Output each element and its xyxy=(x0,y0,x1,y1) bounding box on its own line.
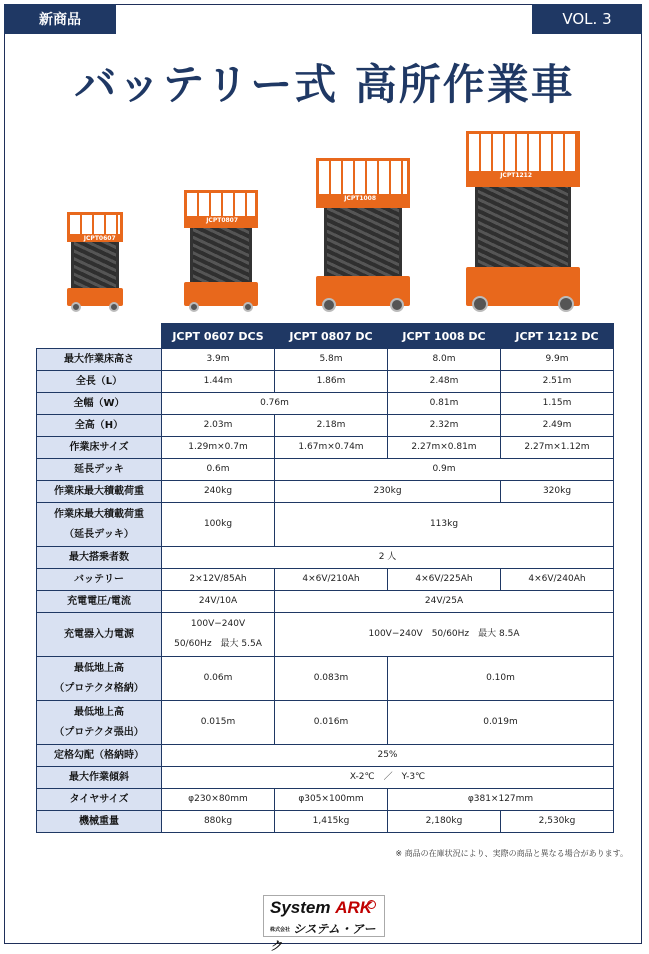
table-cell: 0.019m xyxy=(388,701,614,745)
table-row xyxy=(37,459,614,481)
table-row xyxy=(37,481,614,503)
row-label: 延長デッキ xyxy=(37,459,162,481)
table-cell: 240kg xyxy=(162,481,275,503)
row-label: 充電器入力電源 xyxy=(37,613,162,657)
company-logo xyxy=(263,895,385,953)
model-label: JCPT0807 xyxy=(206,217,239,224)
cell-line: 100V−240V xyxy=(190,619,246,630)
table-cell: 0.083m xyxy=(275,657,388,701)
row-label: 最大作業床高さ xyxy=(37,349,162,371)
table-row xyxy=(37,657,614,701)
table-cell: 2.03m xyxy=(162,415,275,437)
table-cell: 1.44m xyxy=(162,371,275,393)
row-label xyxy=(37,503,162,547)
table-cell: 2.49m xyxy=(501,415,614,437)
row-label: 作業床最大積載荷重 xyxy=(37,481,162,503)
row-label: 作業床サイズ xyxy=(37,437,162,459)
product-image-jcpt0607 xyxy=(67,212,123,312)
table-cell: 2.27m×1.12m xyxy=(501,437,614,459)
table-cell: 1.29m×0.7m xyxy=(162,437,275,459)
table-cell: 3.9m xyxy=(162,349,275,371)
table-cell: 880kg xyxy=(162,811,275,833)
table-cell: 230kg xyxy=(275,481,501,503)
table-cell: 1.15m xyxy=(501,393,614,415)
row-label: 最大搭乗者数 xyxy=(37,547,162,569)
table-cell: 2.27m×0.81m xyxy=(388,437,501,459)
table-cell: 0.016m xyxy=(275,701,388,745)
table-row xyxy=(37,745,614,767)
row-label: 最大作業傾斜 xyxy=(37,767,162,789)
table-cell: φ230×80mm xyxy=(162,789,275,811)
table-cell: 100V−240V 50/60Hz 最大 8.5A xyxy=(275,613,614,657)
table-cell: 0.6m xyxy=(162,459,275,481)
product-image-jcpt1212 xyxy=(466,131,580,312)
row-label xyxy=(37,657,162,701)
row-label-line: （プロテクタ格納） xyxy=(54,682,144,694)
page-title: バッテリー式 高所作業車 xyxy=(74,60,575,109)
table-cell: 2.18m xyxy=(275,415,388,437)
table-cell: 2×12V/85Ah xyxy=(162,569,275,591)
row-label: 全長（L） xyxy=(37,371,162,393)
row-label-line: 最低地上高 xyxy=(74,662,124,674)
row-label-line: 最低地上高 xyxy=(74,706,124,718)
spec-table xyxy=(36,323,614,833)
row-label: 充電電圧/電流 xyxy=(37,591,162,613)
model-label: JCPT1212 xyxy=(500,172,533,179)
table-cell: 113kg xyxy=(275,503,614,547)
table-cell: 24V/10A xyxy=(162,591,275,613)
table-cell: 100kg xyxy=(162,503,275,547)
product-image-jcpt1008 xyxy=(316,158,410,312)
table-cell: 0.76m xyxy=(162,393,388,415)
table-cell: 0.9m xyxy=(275,459,614,481)
table-cell: 1.67m×0.74m xyxy=(275,437,388,459)
table-cell: X-2℃ ／ Y-3℃ xyxy=(162,767,614,789)
table-row xyxy=(37,613,614,657)
table-cell: φ305×100mm xyxy=(275,789,388,811)
table-cell: 2,180kg xyxy=(388,811,501,833)
table-row xyxy=(37,371,614,393)
cell-line: 50/60Hz 最大 5.5A xyxy=(174,639,262,650)
table-row xyxy=(37,393,614,415)
table-cell: 1.86m xyxy=(275,371,388,393)
table-cell: 4×6V/210Ah xyxy=(275,569,388,591)
table-row xyxy=(37,503,614,547)
table-header-row xyxy=(37,324,614,349)
table-cell: 24V/25A xyxy=(275,591,614,613)
row-label: バッテリー xyxy=(37,569,162,591)
table-cell: 8.0m xyxy=(388,349,501,371)
row-label-line: （プロテクタ張出） xyxy=(54,726,144,738)
table-cell: 2.48m xyxy=(388,371,501,393)
row-label xyxy=(37,701,162,745)
table-cell: 2.51m xyxy=(501,371,614,393)
table-cell: 2,530kg xyxy=(501,811,614,833)
row-label: タイヤサイズ xyxy=(37,789,162,811)
table-cell: 0.10m xyxy=(388,657,614,701)
model-header: JCPT 0807 DC xyxy=(275,324,388,349)
row-label-line: （延長デッキ） xyxy=(64,528,134,540)
table-cell: 0.015m xyxy=(162,701,275,745)
table-cell: φ381×127mm xyxy=(388,789,614,811)
table-cell: 1,415kg xyxy=(275,811,388,833)
table-row xyxy=(37,349,614,371)
table-cell xyxy=(162,613,275,657)
row-label: 定格勾配（格納時） xyxy=(37,745,162,767)
registered-icon xyxy=(367,900,376,909)
table-row xyxy=(37,591,614,613)
table-row xyxy=(37,811,614,833)
table-row xyxy=(37,767,614,789)
table-row xyxy=(37,701,614,745)
table-row xyxy=(37,547,614,569)
table-cell: 25% xyxy=(162,745,614,767)
table-cell: 5.8m xyxy=(275,349,388,371)
product-image-jcpt0807 xyxy=(184,190,258,312)
table-cell: 2 人 xyxy=(162,547,614,569)
table-cell: 0.81m xyxy=(388,393,501,415)
stock-note: ※ 商品の在庫状況により、実際の商品と異なる場合があります。 xyxy=(395,849,628,858)
table-row xyxy=(37,437,614,459)
row-label-line: 作業床最大積載荷重 xyxy=(54,508,144,520)
model-header: JCPT 0607 DCS xyxy=(162,324,275,349)
table-cell: 0.06m xyxy=(162,657,275,701)
row-label: 全高（H） xyxy=(37,415,162,437)
logo-line-2: 株式会社 システム・アーク xyxy=(270,922,376,953)
new-product-tag: 新商品 xyxy=(4,4,116,34)
model-label: JCPT0607 xyxy=(83,235,116,242)
table-cell: 4×6V/225Ah xyxy=(388,569,501,591)
model-header: JCPT 1212 DC xyxy=(501,324,614,349)
model-header: JCPT 1008 DC xyxy=(388,324,501,349)
row-label: 機械重量 xyxy=(37,811,162,833)
table-row xyxy=(37,569,614,591)
table-cell: 4×6V/240Ah xyxy=(501,569,614,591)
model-label: JCPT1008 xyxy=(344,195,377,202)
table-row xyxy=(37,415,614,437)
table-row xyxy=(37,789,614,811)
volume-tag: VOL. 3 xyxy=(532,4,642,34)
table-cell: 9.9m xyxy=(501,349,614,371)
table-cell: 2.32m xyxy=(388,415,501,437)
logo-line-1: System ARK xyxy=(270,898,373,917)
row-label: 全幅（W） xyxy=(37,393,162,415)
table-cell: 320kg xyxy=(501,481,614,503)
